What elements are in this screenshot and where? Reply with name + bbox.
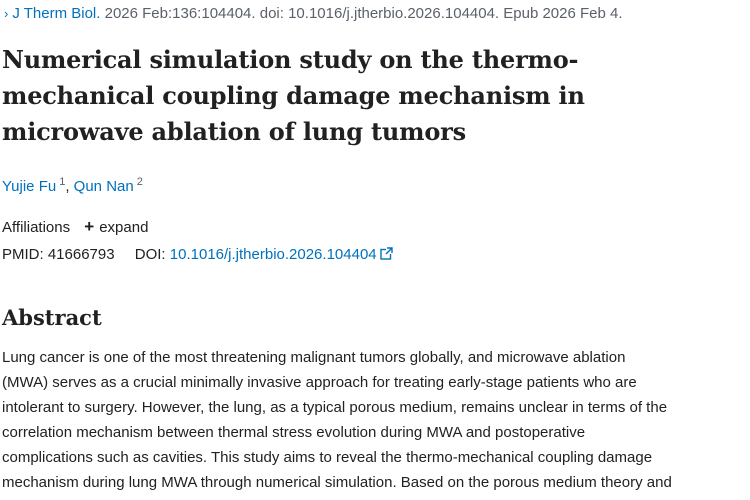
abstract-line: mechanism during lung MWA through numerical simulation. Based on the porous medium theory and	[2, 474, 672, 491]
author-affiliation-number[interactable]: 2	[136, 176, 143, 188]
doi-link[interactable]	[170, 246, 393, 263]
expand-label: expand	[99, 219, 149, 236]
article-title	[2, 42, 722, 150]
affiliations-row	[2, 217, 148, 238]
abstract-line: complications such as cavities. This study aims to reveal the thermo-mechanical coupling damage	[2, 449, 653, 466]
abstract-heading: Abstract	[2, 305, 102, 330]
journal-link[interactable]: J Therm Biol.	[12, 5, 101, 22]
abstract-line: Lung cancer is one of the most threatening malignant tumors globally, and microwave ablation	[2, 349, 626, 366]
title-line-2: mechanical coupling damage mechanism in	[2, 81, 585, 110]
abstract-line: intolerant to surgery. However, the lung, as a typical porous medium, remains unclear in terms of the	[2, 399, 668, 416]
abstract-line: (MWA) serves as a crucial minimally invasive approach for treating early-stage patients who are	[2, 374, 637, 391]
pmid-value: 41666793	[47, 246, 115, 263]
pmid-label: PMID:	[2, 246, 44, 263]
external-link-icon	[380, 247, 393, 260]
plus-icon: +	[84, 217, 95, 236]
doi-label: DOI:	[134, 246, 166, 263]
affiliations-label: Affiliations	[2, 219, 71, 236]
author-list	[2, 177, 143, 197]
author-affiliation-number[interactable]: 1	[59, 176, 66, 188]
title-line-1: Numerical simulation study on the thermo-	[2, 45, 579, 74]
doi-value: 10.1016/j.jtherbio.2026.104404	[169, 246, 377, 263]
title-line-3: microwave ablation of lung tumors	[2, 117, 466, 146]
abstract-body	[2, 345, 748, 495]
journal-citation	[4, 4, 623, 24]
article-identifiers	[2, 245, 393, 265]
affiliations-expand-button[interactable]	[84, 219, 148, 236]
abstract-line: correlation mechanism between thermal stress evolution during MWA and postoperative	[2, 424, 586, 441]
chevron-right-icon: ›	[4, 6, 9, 21]
author-link-nan[interactable]: Qun Nan	[73, 178, 134, 195]
citation-details: 2026 Feb:136:104404. doi: 10.1016/j.jtherbio.2026.104404. Epub 2026 Feb 4.	[100, 5, 623, 22]
author-separator: ,	[65, 178, 74, 195]
author-link-fu[interactable]: Yujie Fu	[2, 178, 57, 195]
